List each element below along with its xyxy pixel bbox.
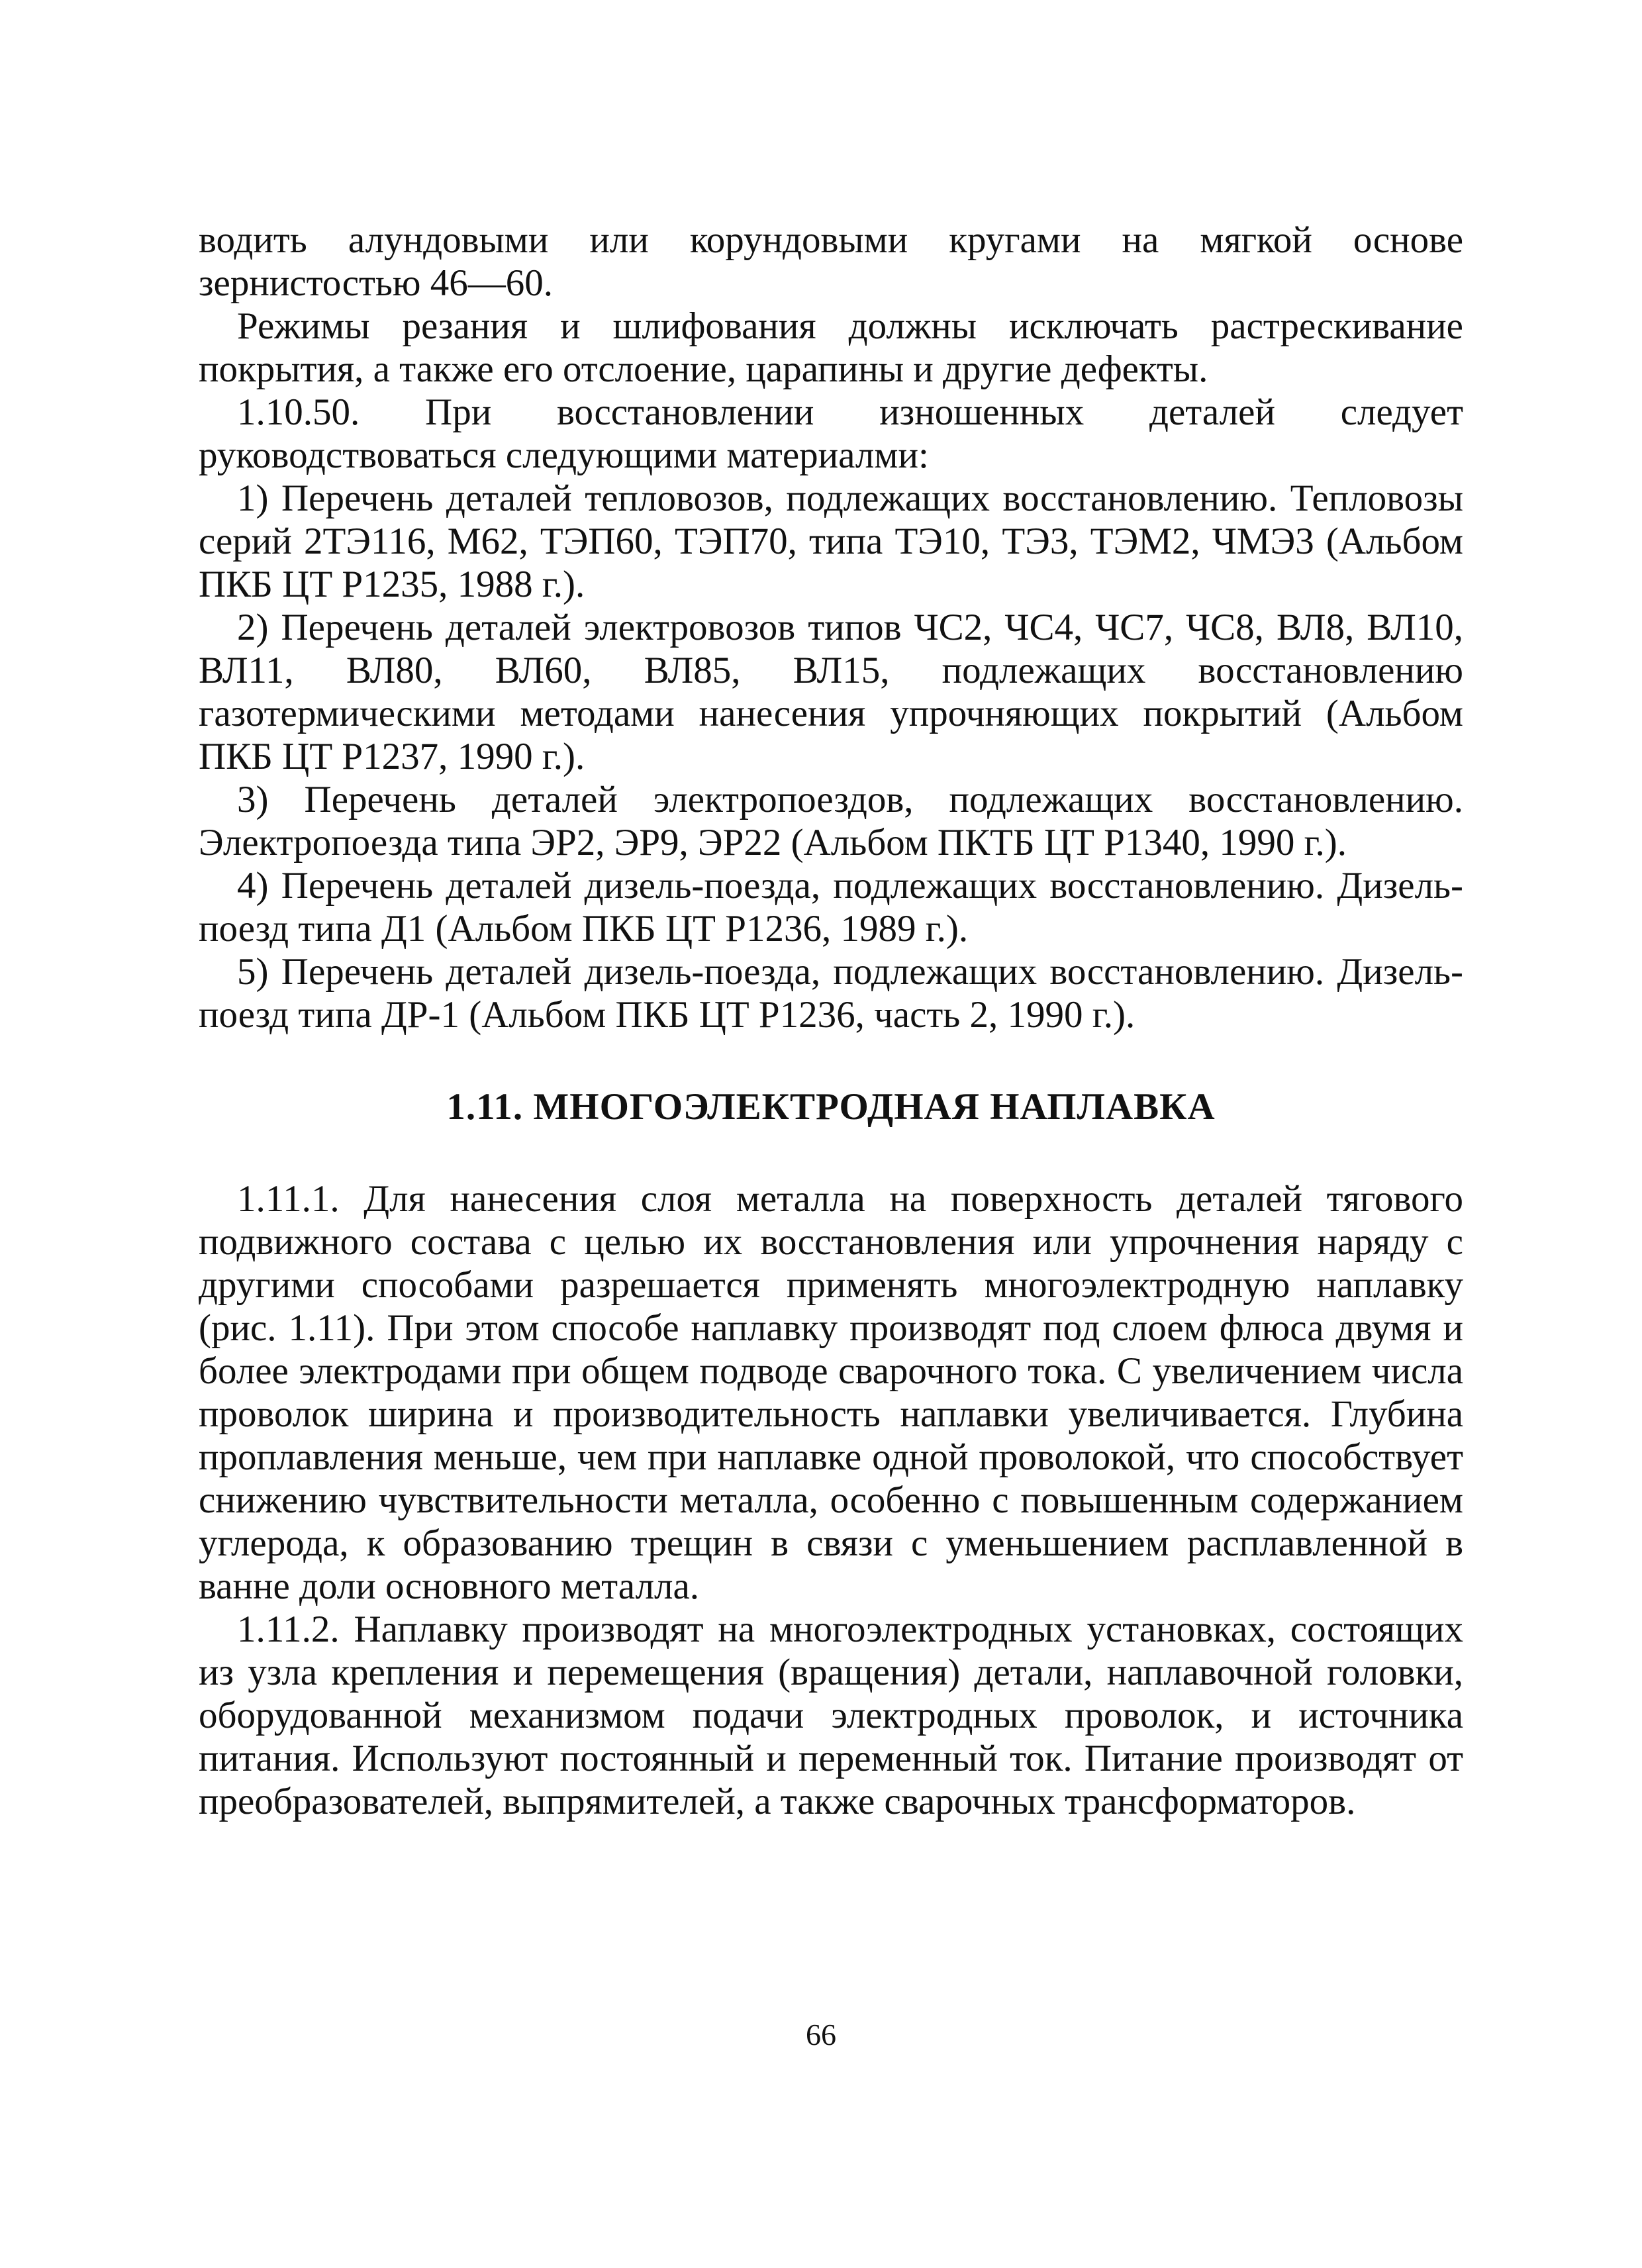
list-item-5: 5) Перечень деталей дизель-поезда, подлежащих восстановлению. Дизель-поезд типа ДР-1 (Альбом ПКБ ЦТ Р1236, часть 2, 1990 г.). [199,951,1463,1036]
list-item-1: 1) Перечень деталей тепловозов, подлежащих восстановлению. Тепловозы серий 2ТЭ116, М62, ТЭП60, ТЭП70, типа ТЭ10, ТЭ3, ТЭМ2, ЧМЭ3 (Альбом ПКБ ЦТ Р1235, 1988 г.). [199,477,1463,605]
paragraph-1-10-50: 1.10.50. При восстановлении изношенных деталей следует руководствоваться следующими материалми: [199,391,1463,476]
paragraph-1-11-1: 1.11.1. Для нанесения слоя металла на поверхность деталей тягового подвижного состава с целью их восстановления или упрочнения наряду с другими способами разрешается применять многоэлектродную наплавку (рис. 1.11). При этом способе наплавку производят под слоем флюса двумя и более электродами при общем подводе сварочного тока. С увеличением числа проволок ширина и производительность наплавки увеличивается. Глубина проплавления меньше, чем при наплавке одной проволокой, что способствует снижению чувствительности металла, особенно с повышенным содержанием углерода, к образованию трещин в связи с уменьшением расплавленной в ванне доли основного металла. [199,1178,1463,1607]
page-number: 66 [806,2018,836,2051]
list-item-4: 4) Перечень деталей дизель-поезда, подлежащих восстановлению. Дизель-поезд типа Д1 (Альбом ПКБ ЦТ Р1236, 1989 г.). [199,865,1463,950]
paragraph-1-11-2: 1.11.2. Наплавку производят на многоэлектродных установках, состоящих из узла крепления и перемещения (вращения) детали, наплавочной головки, оборудованной механизмом подачи электродных проволок, и источника питания. Используют постоянный и переменный ток. Питание производят от преобразователей, выпрямителей, а также сварочных трансформаторов. [199,1608,1463,1822]
page-body [199,219,1463,1823]
paragraph-cutting-modes: Режимы резания и шлифования должны исключать растрескивание покрытия, а также его отслоение, царапины и другие дефекты. [199,305,1463,390]
list-item-3: 3) Перечень деталей электропоездов, подлежащих восстановлению. Электропоезда типа ЭР2, ЭР9, ЭР22 (Альбом ПКТБ ЦТ Р1340, 1990 г.). [199,779,1463,863]
paragraph-continuation: водить алундовыми или корундовыми кругами на мягкой основе зернистостью 46—60. [199,219,1463,304]
list-item-2: 2) Перечень деталей электровозов типов ЧС2, ЧС4, ЧС7, ЧС8, ВЛ8, ВЛ10, ВЛ11, ВЛ80, ВЛ60, ВЛ85, ВЛ15, подлежащих восстановлению газотермическими методами нанесения упрочняющих покрытий (Альбом ПКБ ЦТ Р1237, 1990 г.). [199,607,1463,777]
section-heading: 1.11. МНОГОЭЛЕКТРОДНАЯ НАПЛАВКА [446,1086,1216,1128]
